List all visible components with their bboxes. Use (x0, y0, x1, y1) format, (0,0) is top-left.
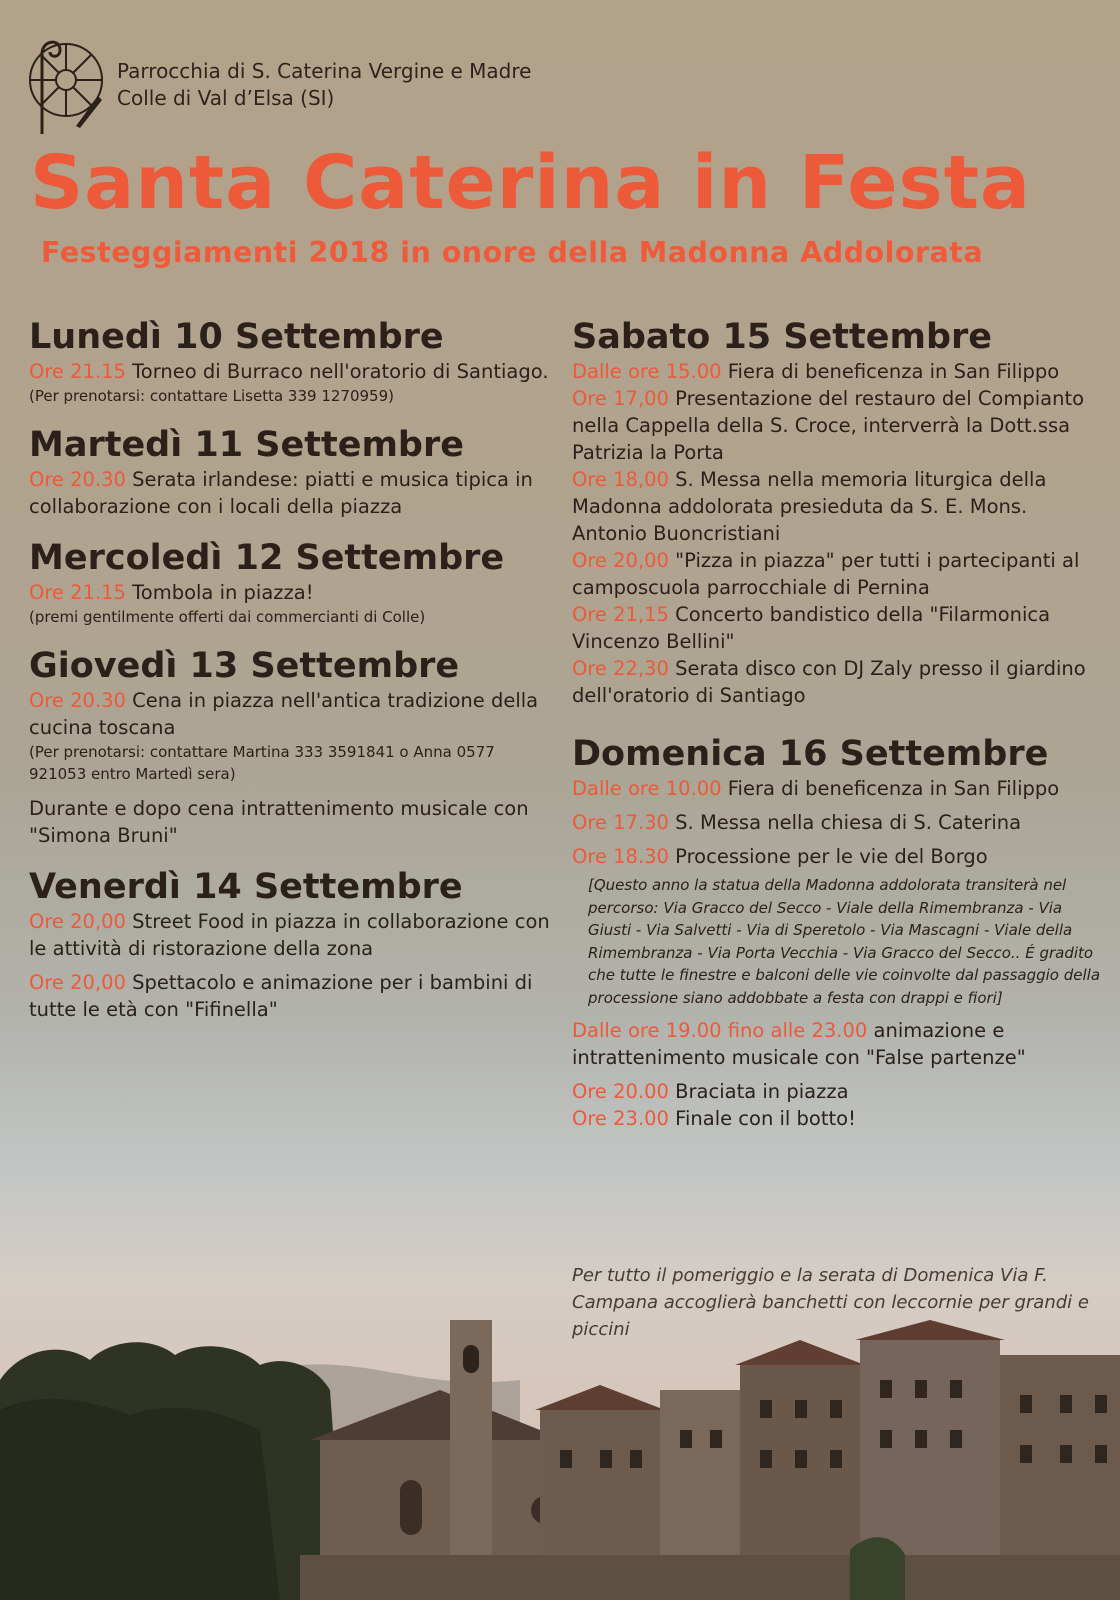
event-time: Dalle ore 10.00 (572, 777, 722, 800)
event-text: Presentazione del restauro del Compianto nella Cappella della S. Croce, interverrà la Dott.ssa Patrizia la Porta (572, 387, 1085, 464)
event (572, 809, 1102, 836)
event-text: Tombola in piazza! (125, 581, 314, 604)
parish-emblem-icon (16, 30, 106, 140)
event-text: Torneo di Burraco nell'oratorio di Santiago. (125, 360, 549, 383)
event (572, 358, 1102, 385)
event-note: (Per prenotarsi: contattare Martina 333 3591841 o Anna 0577 921053 entro Martedì sera) (29, 743, 495, 783)
event-time: Ore 21.15 (29, 360, 126, 383)
event-text: Fiera di beneficenza in San Filippo (721, 360, 1060, 383)
event-time: Ore 17.30 (572, 811, 669, 834)
closing-note: Per tutto il pomeriggio e la serata di Domenica Via F. Campana accoglierà banchetti con leccornie per grandi e piccini (572, 1265, 1089, 1340)
event-time: Dalle ore 15.00 (572, 360, 722, 383)
event-text: Cena in piazza nell'antica tradizione della cucina toscana (29, 689, 539, 739)
parish-line-1: Parrocchia di S. Caterina Vergine e Madre (117, 59, 532, 83)
event (29, 908, 554, 962)
day-saturday (572, 318, 1102, 709)
day-title: Domenica 16 Settembre (572, 734, 1049, 774)
event-time: Dalle ore 19.00 fino alle 23.00 (572, 1019, 868, 1042)
event-text: "Pizza in piazza" per tutti i partecipanti al camposcuola parrocchiale di Pernina (572, 549, 1080, 599)
event (572, 843, 1102, 870)
event (572, 601, 1102, 655)
event-time: Ore 18.30 (572, 845, 669, 868)
day-title: Venerdì 14 Settembre (29, 867, 463, 907)
event-text: Fiera di beneficenza in San Filippo (721, 777, 1060, 800)
day-title: Giovedì 13 Settembre (29, 646, 460, 686)
event-text: Street Food in piazza in collaborazione con le attività di ristorazione della zona (29, 910, 550, 960)
event-text: Finale con il botto! (668, 1107, 856, 1130)
event-time: Ore 22,30 (572, 657, 669, 680)
day-title: Lunedì 10 Settembre (29, 317, 444, 357)
procession-note: [Questo anno la statua della Madonna addolorata transiterà nel percorso: Via Gracco del Secco - Viale della Rimembranza - Via Giusti - Via Salvetti - Via di Speretolo - Via Mascagni - Viale della Rimembranza - Via Porta Vecchia - Via Gracco del Secco.. É gradito che tutte le finestre e balconi delle vie coinvolte dal passaggio della processione siano addobbate a festa con drappi e fiori] (588, 876, 1101, 1007)
event-text: Concerto bandistico della "Filarmonica Vincenzo Bellini" (572, 603, 1051, 653)
event-time: Ore 18,00 (572, 468, 669, 491)
event (29, 579, 554, 606)
event (572, 385, 1102, 466)
event-time: Ore 23.00 (572, 1107, 669, 1130)
day-friday (29, 868, 554, 1023)
event-text: Serata disco con DJ Zaly presso il giardino dell'oratorio di Santiago (572, 657, 1086, 707)
parish-line-2: Colle di Val d’Elsa (SI) (117, 86, 335, 110)
poster-title: Santa Caterina in Festa (30, 140, 1031, 226)
day-sunday (572, 735, 1102, 1132)
event (572, 547, 1102, 601)
event-time: Ore 20,00 (29, 910, 126, 933)
event-text: S. Messa nella chiesa di S. Caterina (668, 811, 1022, 834)
event-text: Serata irlandese: piatti e musica tipica in collaborazione con i locali della piazza (29, 468, 533, 518)
left-column (29, 318, 554, 1042)
event-text: Spettacolo e animazione per i bambini di tutte le età con "Fifinella" (29, 971, 533, 1021)
event-text: S. Messa nella memoria liturgica della Madonna addolorata presieduta da S. E. Mons. Antonio Buoncristiani (572, 468, 1047, 545)
event (29, 358, 554, 385)
day-monday (29, 318, 554, 407)
event-time: Ore 20,00 (29, 971, 126, 994)
event-time: Ore 20.30 (29, 468, 126, 491)
event-text: Braciata in piazza (668, 1080, 849, 1103)
right-column (572, 318, 1102, 1151)
poster-subtitle: Festeggiamenti 2018 in onore della Madonna Addolorata (41, 236, 984, 269)
event-time: Ore 21.15 (29, 581, 126, 604)
day-title: Mercoledì 12 Settembre (29, 538, 505, 578)
parish-name (117, 58, 531, 112)
event-note: (premi gentilmente offerti dai commercianti di Colle) (29, 608, 426, 626)
day-thursday (29, 647, 554, 849)
event-time: Ore 20.30 (29, 689, 126, 712)
event (29, 969, 554, 1023)
event (572, 655, 1102, 709)
townscape-photo (0, 1320, 1120, 1600)
event (572, 775, 1102, 802)
event (572, 1078, 1102, 1105)
event (572, 1017, 1102, 1071)
event-text: Processione per le vie del Borgo (668, 845, 988, 868)
event-time: Ore 21,15 (572, 603, 669, 626)
day-title: Martedì 11 Settembre (29, 425, 464, 465)
event-time: Ore 20,00 (572, 549, 669, 572)
day-title: Sabato 15 Settembre (572, 317, 993, 357)
event (29, 687, 554, 741)
event-time: Ore 20.00 (572, 1080, 669, 1103)
event-extra: Durante e dopo cena intrattenimento musicale con "Simona Bruni" (29, 797, 529, 847)
event (29, 466, 554, 520)
event-text: animazione e intrattenimento musicale con "False partenze" (572, 1019, 1026, 1069)
event (572, 466, 1102, 547)
day-wednesday (29, 539, 554, 628)
event (572, 1105, 1102, 1132)
day-tuesday (29, 426, 554, 520)
event-note: (Per prenotarsi: contattare Lisetta 339 1270959) (29, 387, 394, 405)
event-time: Ore 17,00 (572, 387, 669, 410)
